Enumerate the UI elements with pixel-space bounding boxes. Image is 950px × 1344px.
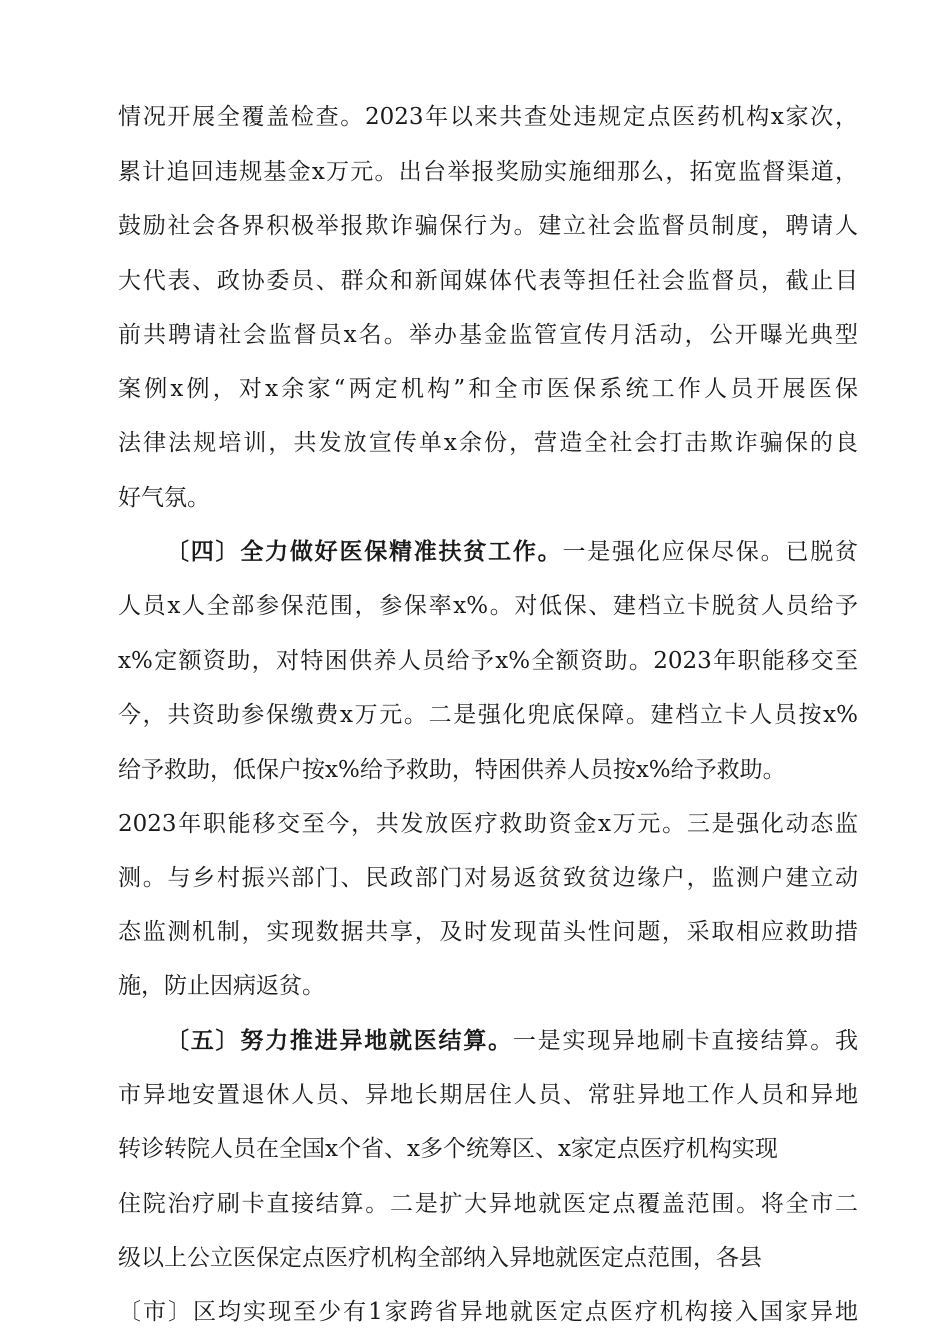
paragraph-line: 好气氛。 (118, 485, 210, 511)
paragraph-line: 法律法规培训，共发放宣传单x余份，营造全社会打击欺诈骗保的良 (118, 430, 858, 456)
paragraph-line: 前共聘请社会监督员x名。举办基金监管宣传月活动，公开曝光典型 (118, 322, 858, 348)
paragraph-line: 测。与乡村振兴部门、民政部门对易返贫致贫边缘户，监测户建立动 (118, 865, 858, 891)
paragraph-line: x%定额资助，对特困供养人员给予x%全额资助。2023年职能移交至 (118, 648, 858, 674)
section-5-heading: 〔五〕努力推进异地就医结算。 (166, 1028, 513, 1054)
paragraph-line: 鼓励社会各界积极举报欺诈骗保行为。建立社会监督员制度，聘请人 (118, 213, 858, 239)
paragraph-line: 转诊转院人员在全国x个省、x多个统筹区、x家定点医疗机构实现 (118, 1136, 778, 1162)
section-5-first-line (166, 1021, 858, 1061)
paragraph-line: 累计追回违规基金x万元。出台举报奖励实施细那么，拓宽监督渠道， (118, 159, 858, 185)
paragraph-line: 今，共资助参保缴费x万元。二是强化兜底保障。建档立卡人员按x% (118, 702, 858, 728)
section-5-lead: 一是实现异地刷卡直接结算。我 (512, 1028, 858, 1054)
paragraph-line: 态监测机制，实现数据共享，及时发现苗头性问题，采取相应救助措 (118, 919, 858, 945)
paragraph-line: 人员x人全部参保范围，参保率x%。对低保、建档立卡脱贫人员给予 (118, 593, 858, 619)
section-4-lead: 一是强化应保尽保。已脱贫 (562, 539, 858, 565)
paragraph-line: 大代表、政协委员、群众和新闻媒体代表等担任社会监督员，截止目 (118, 268, 858, 294)
section-4-heading: 〔四〕全力做好医保精准扶贫工作。 (166, 539, 563, 565)
paragraph-line: 〔市〕区均实现至少有1家跨省异地就医定点医疗机构接入国家异地 (118, 1299, 858, 1325)
paragraph-line: 2023年职能移交至今，共发放医疗救助资金x万元。三是强化动态监 (118, 811, 858, 837)
paragraph-line: 级以上公立医保定点医疗机构全部纳入异地就医定点范围，各县 (118, 1245, 762, 1271)
paragraph-line: 情况开展全覆盖检查。2023年以来共查处违规定点医药机构x家次， (118, 104, 858, 130)
paragraph-line: 市异地安置退休人员、异地长期居住人员、常驻异地工作人员和异地 (118, 1082, 858, 1108)
paragraph-line: 给予救助，低保户按x%给予救助，特困供养人员按x%给予救助。 (118, 757, 786, 783)
paragraph-line: 案例x例，对x余家“两定机构”和全市医保系统工作人员开展医保 (118, 376, 858, 402)
section-4-first-line (166, 532, 858, 572)
paragraph-line: 住院治疗刷卡直接结算。二是扩大异地就医定点覆盖范围。将全市二 (118, 1191, 858, 1217)
paragraph-line: 施，防止因病返贫。 (118, 973, 325, 999)
